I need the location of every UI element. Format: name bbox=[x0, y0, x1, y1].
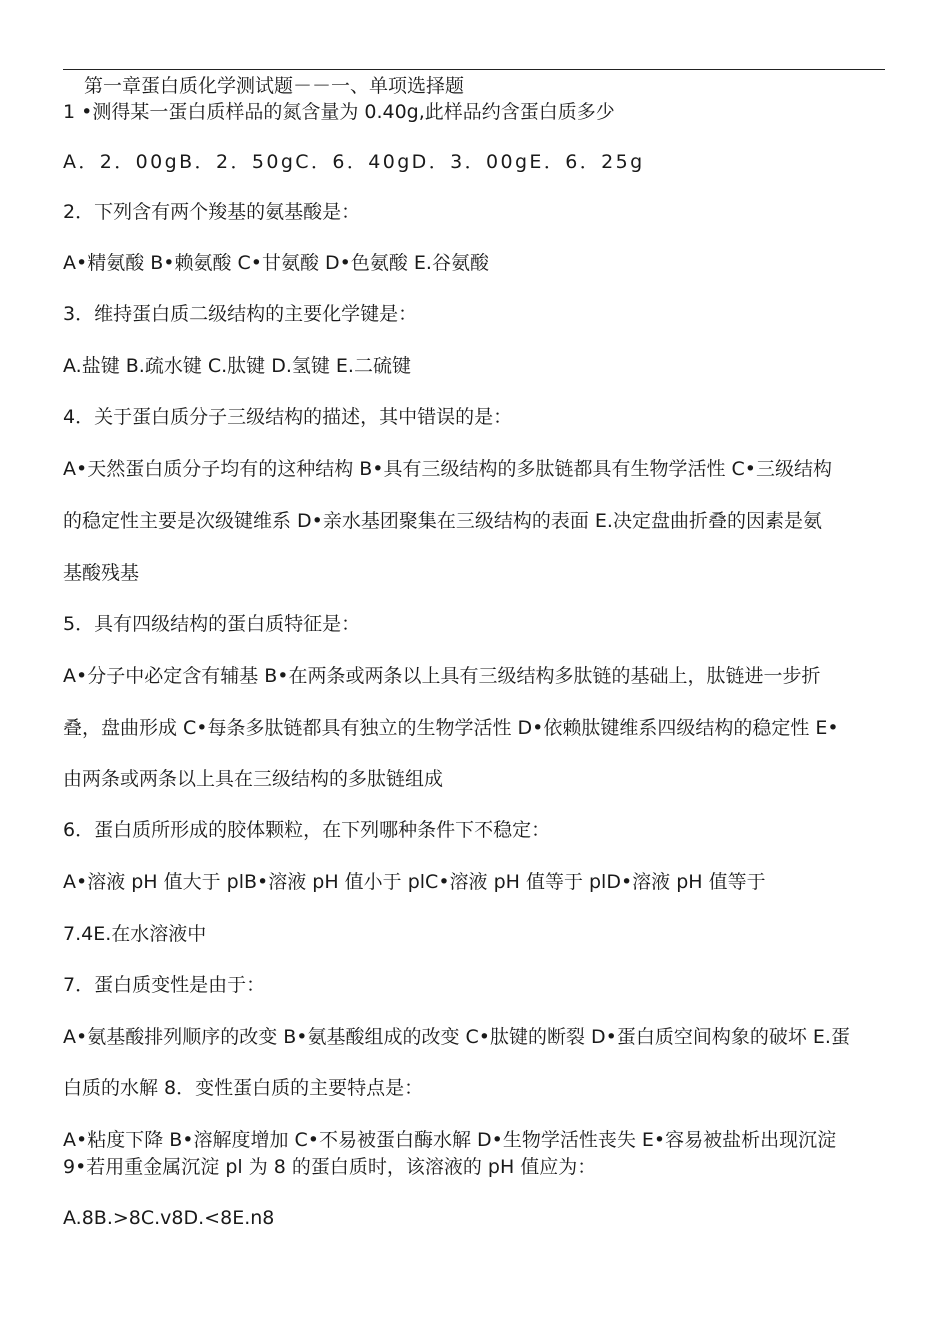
question-2-options: A•精氨酸 B•赖氨酸 C•甘氨酸 D•色氨酸 E.谷氨酸 bbox=[63, 252, 489, 274]
question-7-text: 7．蛋白质变性是由于： bbox=[63, 974, 266, 996]
question-7-options-line-1: A•氨基酸排列顺序的改变 B•氨基酸组成的改变 C•肽键的断裂 D•蛋白质空间构象的破坏 E.蛋 bbox=[63, 1026, 850, 1048]
question-6-options-line-2: 7.4E.在水溶液中 bbox=[63, 923, 207, 945]
question-3-options: A.盐键 B.疏水键 C.肽键 D.氢键 E.二硫键 bbox=[63, 355, 411, 377]
question-1-options: A．2．00gB．2．50gC．6．40gD．3．00gE．6．25g bbox=[63, 151, 645, 173]
question-5-options-line-2: 叠，盘曲形成 C•每条多肽链都具有独立的生物学活性 D•依赖肽键维系四级结构的稳定性 E• bbox=[63, 717, 839, 739]
question-5-options-line-3: 由两条或两条以上具在三级结构的多肽链组成 bbox=[63, 768, 444, 790]
question-6-text: 6．蛋白质所形成的胶体颗粒，在下列哪种条件下不稳定： bbox=[63, 819, 551, 841]
question-9-text: 9•若用重金属沉淀 pl 为 8 的蛋白质时，该溶液的 pH 值应为： bbox=[63, 1156, 597, 1178]
question-8-options: A•粘度下降 B•溶解度增加 C•不易被蛋白酶水解 D•生物学活性丧失 E•容易被盐析出现沉淀 bbox=[63, 1129, 837, 1151]
question-4-options-line-1: A•天然蛋白质分子均有的这种结构 B•具有三级结构的多肽链都具有生物学活性 C•三级结构 bbox=[63, 458, 833, 480]
question-5-options-line-1: A•分子中必定含有辅基 B•在两条或两条以上具有三级结构多肽链的基础上，肽链进一步折 bbox=[63, 665, 821, 687]
question-7-options-line-2: 白质的水解 8．变性蛋白质的主要特点是： bbox=[63, 1077, 424, 1099]
document-title: 第一章蛋白质化学测试题－－一、单项选择题 bbox=[84, 75, 465, 97]
question-4-options-line-3: 基酸残基 bbox=[63, 562, 140, 584]
question-3-text: 3．维持蛋白质二级结构的主要化学键是： bbox=[63, 303, 418, 325]
question-5-text: 5．具有四级结构的蛋白质特征是： bbox=[63, 613, 361, 635]
question-9-options: A.8B.>8C.v8D.<8E.n8 bbox=[63, 1207, 275, 1229]
question-4-text: 4．关于蛋白质分子三级结构的描述，其中错误的是： bbox=[63, 406, 513, 428]
question-4-options-line-2: 的稳定性主要是次级键维系 D•亲水基团聚集在三级结构的表面 E.决定盘曲折叠的因素是氨 bbox=[63, 510, 822, 532]
question-6-options-line-1: A•溶液 pH 值大于 plB•溶液 pH 值小于 plC•溶液 pH 值等于 plD•溶液 pH 值等于 bbox=[63, 871, 766, 893]
header-rule bbox=[63, 69, 885, 70]
question-1-text: 1 •测得某一蛋白质样品的氮含量为 0.40g,此样品约含蛋白质多少 bbox=[63, 101, 615, 123]
question-2-text: 2．下列含有两个羧基的氨基酸是： bbox=[63, 201, 361, 223]
